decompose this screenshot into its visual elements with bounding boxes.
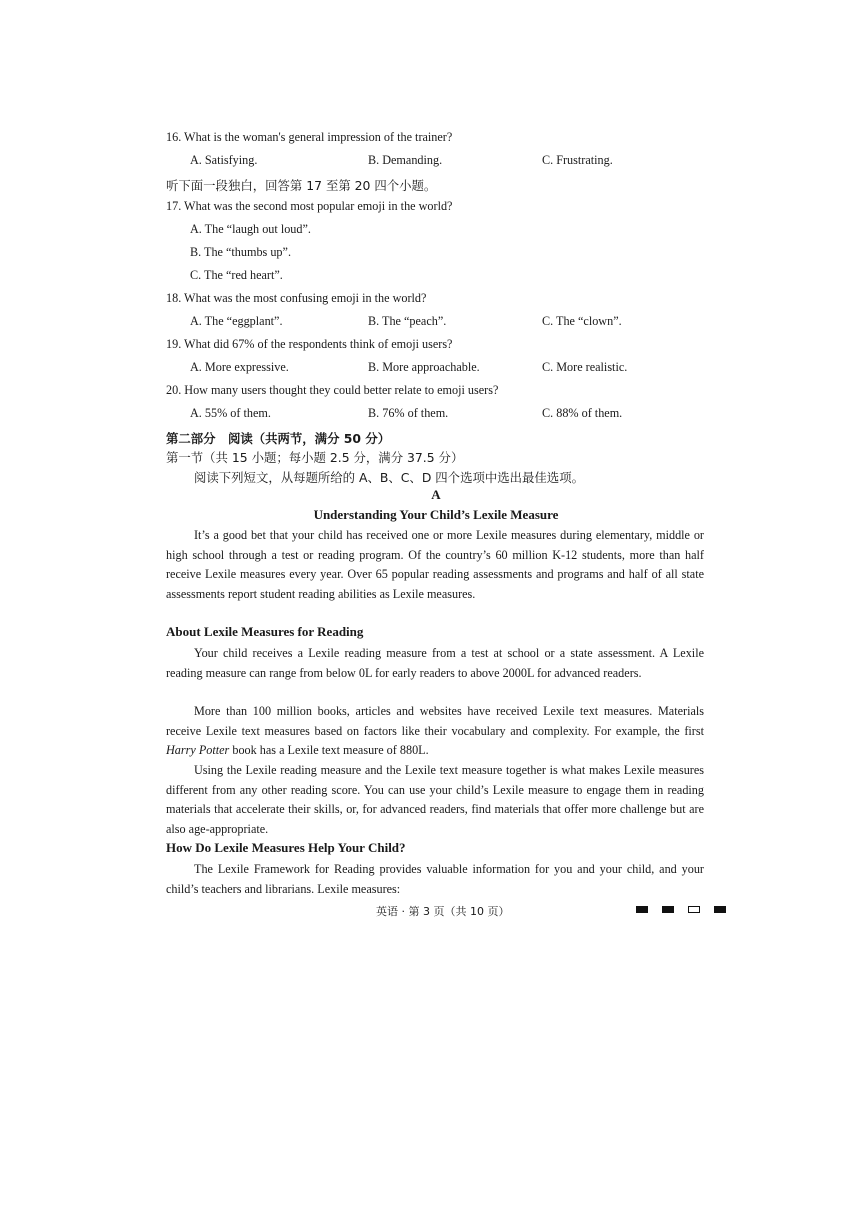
question-20-option-a: A. 55% of them.	[190, 406, 271, 420]
question-18-option-a: A. The “eggplant”.	[190, 314, 283, 328]
page-marks	[636, 906, 728, 916]
passage-paragraph-5: The Lexile Framework for Reading provides valuable information for you and your child, and your child’s teachers and librarians. Lexile measures:	[166, 862, 704, 896]
subheading-how-help: How Do Lexile Measures Help Your Child?	[166, 840, 406, 855]
subheading-about-lexile: About Lexile Measures for Reading	[166, 624, 364, 639]
paragraph-3-text-before: More than 100 million books, articles and websites have received Lexile text measures. Materials receive Lexile text measures based on factors like their vocabulary and complexity. For example, the first	[166, 704, 704, 738]
page-mark-filled	[714, 906, 726, 913]
part2-heading: 第二部分 阅读（共两节，满分 50 分）	[166, 431, 391, 446]
question-18-option-b: B. The “peach”.	[368, 314, 447, 328]
question-17-option-c: C. The “red heart”.	[190, 268, 283, 282]
passage-paragraph-3	[166, 702, 704, 761]
monologue-instruction: 听下面一段独白，回答第 17 至第 20 四个小题。	[166, 178, 437, 193]
question-19-option-a: A. More expressive.	[190, 360, 289, 374]
passage-letter: A	[431, 487, 441, 502]
passage-paragraph-1: It’s a good bet that your child has received one or more Lexile measures during elementary, middle or high school through a test or reading program. Of the country’s 60 million K-12 students, more than half receive Lexile measures every year. Over 65 popular reading assessments and programs and half of all state assessments report student reading abilities as Lexile measures.	[166, 528, 704, 601]
question-17-option-a: A. The “laugh out loud”.	[190, 222, 311, 236]
passage-title: Understanding Your Child’s Lexile Measure	[313, 507, 559, 522]
question-19-option-b: B. More approachable.	[368, 360, 480, 374]
page-footer: 英语 · 第 3 页（共 10 页）	[376, 905, 510, 918]
question-19-option-c: C. More realistic.	[542, 360, 628, 374]
page-mark-hollow	[688, 906, 700, 913]
page-mark-filled	[662, 906, 674, 913]
question-16-option-c: C. Frustrating.	[542, 153, 613, 167]
question-19-stem: 19. What did 67% of the respondents think of emoji users?	[166, 337, 453, 351]
reading-instruction: 阅读下列短文，从每题所给的 A、B、C、D 四个选项中选出最佳选项。	[194, 470, 584, 485]
page-mark-filled	[636, 906, 648, 913]
book-title-harry-potter: Harry Potter	[166, 743, 230, 758]
paragraph-3-text-after: book has a Lexile text measure of 880L.	[229, 743, 429, 758]
question-18-option-c: C. The “clown”.	[542, 314, 622, 328]
question-17-stem: 17. What was the second most popular emoji in the world?	[166, 199, 453, 213]
question-20-stem: 20. How many users thought they could better relate to emoji users?	[166, 383, 499, 397]
question-17-option-b: B. The “thumbs up”.	[190, 245, 291, 259]
passage-paragraph-2: Your child receives a Lexile reading measure from a test at school or a state assessment. A Lexile reading measure can range from below 0L for early readers to above 2000L for advanced readers.	[166, 646, 704, 680]
question-16-option-a: A. Satisfying.	[190, 153, 258, 167]
question-18-stem: 18. What was the most confusing emoji in the world?	[166, 291, 427, 305]
question-16-stem: 16. What is the woman's general impression of the trainer?	[166, 130, 453, 144]
section1-heading: 第一节（共 15 小题；每小题 2.5 分，满分 37.5 分）	[166, 450, 464, 465]
question-16-option-b: B. Demanding.	[368, 153, 443, 167]
question-20-option-c: C. 88% of them.	[542, 406, 623, 420]
question-20-option-b: B. 76% of them.	[368, 406, 449, 420]
passage-paragraph-4: Using the Lexile reading measure and the Lexile text measure together is what makes Lexile measures different from any other reading score. You can use your child’s Lexile measure to engage them in reading materials that accelerate their skills, or, for advanced readers, find materials that offer more challenge but are also age-appropriate.	[166, 763, 704, 836]
